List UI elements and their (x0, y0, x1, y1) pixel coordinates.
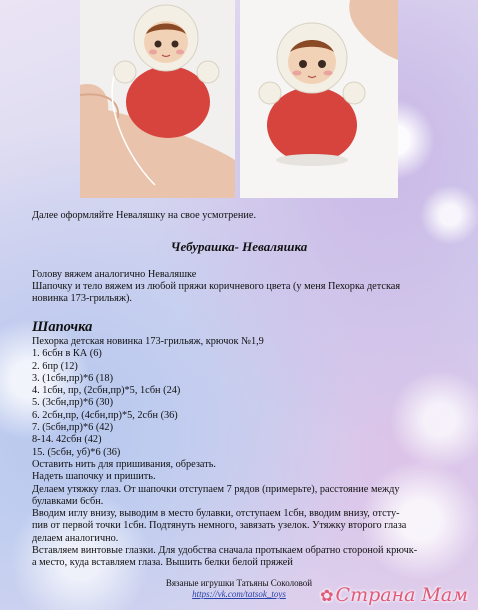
description-line: Шапочку и тело вяжем из любой пряжи коричневого цвета (у меня Пехорка детская (32, 281, 401, 292)
instruction-line: делаем аналогично. (32, 532, 119, 544)
description-line: новинка 173-грильяж). (32, 293, 132, 304)
instruction-line: Надеть шапочку и пришить. (32, 471, 156, 483)
watermark-text: Страна Мам (335, 584, 468, 606)
instruction-line: 15. (5сбн, уб)*6 (36) (32, 446, 121, 458)
photo-doll-side (240, 0, 398, 198)
instruction-line: а место, куда вставляем глаза. Вышить белки белой пряжей (32, 557, 293, 569)
instruction-line: булавками 6сбн. (32, 495, 104, 507)
instruction-line: 1. 6сбн в КА (6) (32, 348, 102, 360)
description-line: Голову вяжем аналогично Неваляшке (32, 269, 197, 280)
watermark-logo (320, 584, 468, 606)
footer-author: Вязаные игрушки Татьяны Соколовой (165, 578, 313, 588)
instruction-line: Вводим иглу внизу, выводим в место булавки, отступаем 1сбн, вводим внизу, отсту- (32, 508, 400, 520)
instruction-line: 2. 6пр (12) (32, 360, 78, 372)
section-heading: Шапочка (32, 319, 93, 335)
instructions-list (32, 336, 462, 570)
instruction-line: Пехорка детская новинка 173-грильяж, крючок №1,9 (32, 336, 264, 347)
instruction-line: 4. 1сбн, пр, (2сбн,пр)*5, 1сбн (24) (32, 385, 181, 397)
instruction-line: Делаем утяжку глаз. От шапочки отступаем 7 рядов (примерьте), расстояние между (32, 483, 400, 495)
instruction-line: 3. (1сбн,пр)*6 (18) (32, 372, 114, 384)
instruction-line: 6. 2сбн,пр, (4сбн,пр)*5, 2сбн (36) (32, 409, 178, 421)
flower-icon: ✿ (320, 586, 334, 605)
instruction-line: Оставить нить для пришивания, обрезать. (32, 458, 217, 470)
doll-side-image (240, 0, 398, 198)
photos (80, 0, 398, 198)
instruction-line: 8-14. 42сбн (42) (32, 434, 102, 446)
instruction-line: Вставляем винтовые глазки. Для удобства сначала протыкаем обратно стороной крючк- (32, 545, 418, 557)
page-title: Чебурашка- Неваляшка (170, 239, 308, 254)
footer-link[interactable]: https://vk.com/tatsok_toys (192, 589, 286, 599)
photo-doll-in-hand (80, 0, 235, 198)
instruction-line: пив от первой точки 1сбн. Подтянуть немного, завязать узелок. Утяжку второго глаза (32, 520, 407, 532)
doll-in-hand-image (80, 0, 235, 198)
instruction-line: 5. (3сбн,пр)*6 (30) (32, 397, 114, 409)
intro-text: Далее оформляйте Неваляшку на свое усмотрение. (32, 210, 257, 221)
instruction-line: 7. (5сбн,пр)*6 (42) (32, 422, 114, 434)
